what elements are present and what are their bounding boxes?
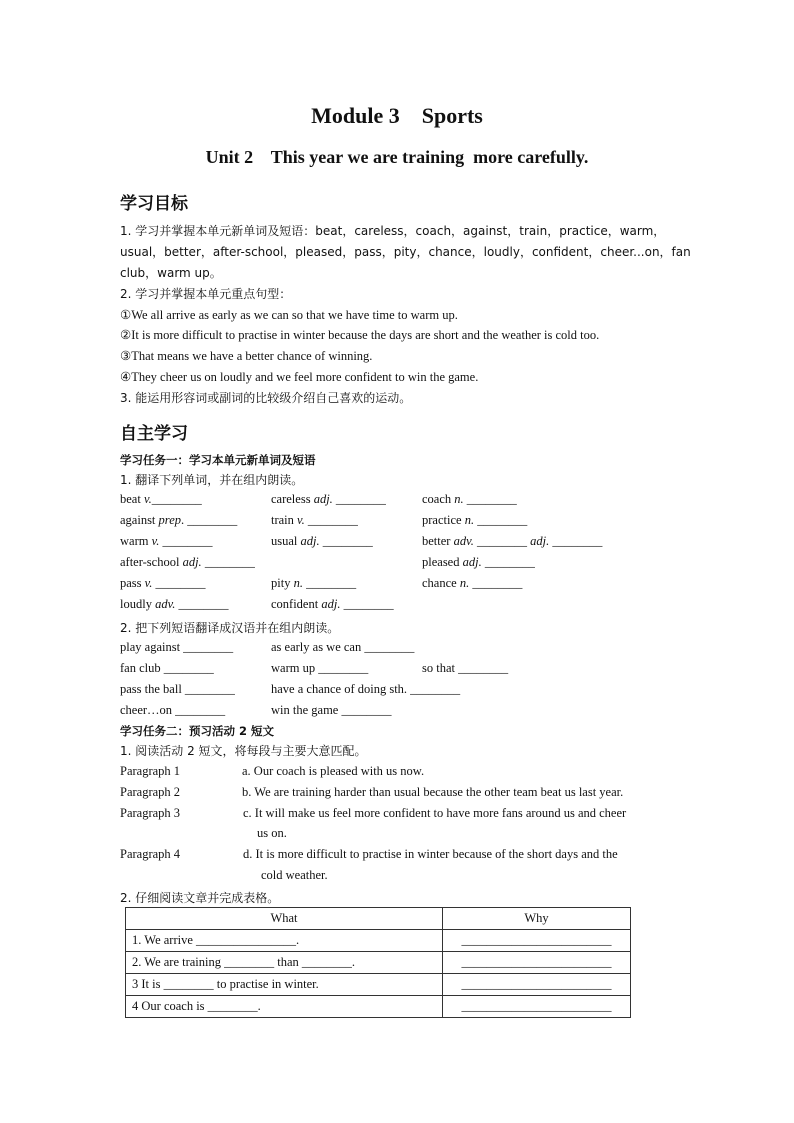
key-sentence-1: ①We all arrive as early as we can so that we have time to warm up. (120, 308, 458, 322)
match-option-c: c. It will make us feel more confident to have more fans around us and cheer (243, 806, 627, 820)
word-pity: pity n. ________ (271, 576, 357, 590)
table-row (126, 974, 631, 996)
why-cell: ________________________ (443, 952, 631, 974)
goals-line-4: 2. 学习并掌握本单元重点句型： (120, 287, 292, 301)
match-option-d: d. It is more difficult to practise in winter because of the short days and the (243, 847, 618, 861)
what-cell: 2. We are training ________ than ________. (126, 952, 443, 974)
word-better: better adv. ________ adj. ________ (422, 534, 603, 548)
phrase-have-a-chance: have a chance of doing sth. ________ (271, 682, 461, 696)
task-1-question-1: 1. 翻译下列单词，并在组内朗读。 (120, 473, 304, 487)
phrase-so-that: so that ________ (422, 661, 509, 675)
goals-line-1: 1. 学习并掌握本单元新单词及短语：beat，careless，coach，against，train，practice，warm， (120, 224, 666, 238)
page-title: Module 3 Sports (311, 103, 483, 128)
why-cell: ________________________ (443, 996, 631, 1018)
column-header-what: What (126, 908, 443, 930)
word-practice: practice n. ________ (422, 513, 528, 527)
goals-line-3: club，warm up。 (120, 266, 222, 280)
word-careless: careless adj. ________ (271, 492, 386, 506)
word-beat: beat v.________ (120, 492, 202, 506)
goals-line-2: usual，better，after-school，pleased，pass，pity，chance，loudly，confident，cheer...on，fan (120, 245, 691, 259)
word-loudly: loudly adv. ________ (120, 597, 229, 611)
table-row (126, 930, 631, 952)
match-option-b: b. We are training harder than usual because the other team beat us last year. (242, 785, 624, 799)
what-cell: 4 Our coach is ________. (126, 996, 443, 1018)
match-option-d-cont: cold weather. (261, 868, 328, 882)
phrase-play-against: play against ________ (120, 640, 234, 654)
word-warm: warm v. ________ (120, 534, 213, 548)
phrase-win-the-game: win the game ________ (271, 703, 392, 717)
key-sentence-3: ③That means we have a better chance of winning. (120, 349, 373, 363)
word-against: against prep. ________ (120, 513, 238, 527)
word-train: train v. ________ (271, 513, 358, 527)
table-header-row (126, 908, 631, 930)
what-cell: 3 It is ________ to practise in winter. (126, 974, 443, 996)
why-cell: ________________________ (443, 974, 631, 996)
key-sentence-4: ④They cheer us on loudly and we feel more confident to win the game. (120, 370, 479, 384)
task-2-heading: 学习任务二：预习活动 2 短文 (120, 724, 275, 738)
phrase-cheer-on: cheer…on ________ (120, 703, 226, 717)
word-coach: coach n. ________ (422, 492, 517, 506)
why-cell: ________________________ (443, 930, 631, 952)
column-header-why: Why (443, 908, 631, 930)
goals-line-5: 3. 能运用形容词或副词的比较级介绍自己喜欢的运动。 (120, 391, 412, 405)
what-cell: 1. We arrive ________________. (126, 930, 443, 952)
word-pleased: pleased adj. ________ (422, 555, 535, 569)
paragraph-3-label: Paragraph 3 (120, 806, 181, 820)
task-2-question-2: 2. 仔细阅读文章并完成表格。 (120, 891, 280, 905)
paragraph-1-label: Paragraph 1 (120, 764, 181, 778)
word-after-school: after-school adj. ________ (120, 555, 255, 569)
word-pass: pass v. ________ (120, 576, 206, 590)
word-confident: confident adj. ________ (271, 597, 394, 611)
phrase-warm-up: warm up ________ (271, 661, 369, 675)
word-chance: chance n. ________ (422, 576, 523, 590)
what-why-table (125, 907, 631, 1018)
table-row (126, 952, 631, 974)
paragraph-4-label: Paragraph 4 (120, 847, 181, 861)
unit-subtitle: Unit 2 This year we are training more carefully. (205, 147, 589, 167)
phrase-pass-the-ball: pass the ball ________ (120, 682, 235, 696)
phrase-as-early-as: as early as we can ________ (271, 640, 415, 654)
goals-heading: 学习目标 (120, 194, 188, 214)
phrase-fan-club: fan club ________ (120, 661, 214, 675)
table-row (126, 996, 631, 1018)
match-option-c-cont: us on. (257, 826, 287, 840)
match-option-a: a. Our coach is pleased with us now. (242, 764, 425, 778)
task-2-question-1: 1. 阅读活动 2 短文，将每段与主要大意匹配。 (120, 744, 367, 758)
key-sentence-2: ②It is more difficult to practise in winter because the days are short and the weather is cold too. (120, 328, 600, 342)
paragraph-2-label: Paragraph 2 (120, 785, 181, 799)
task-1-question-2: 2. 把下列短语翻译成汉语并在组内朗读。 (120, 621, 340, 635)
word-usual: usual adj. ________ (271, 534, 373, 548)
task-1-heading: 学习任务一：学习本单元新单词及短语 (120, 453, 316, 467)
self-study-heading: 自主学习 (120, 424, 188, 444)
